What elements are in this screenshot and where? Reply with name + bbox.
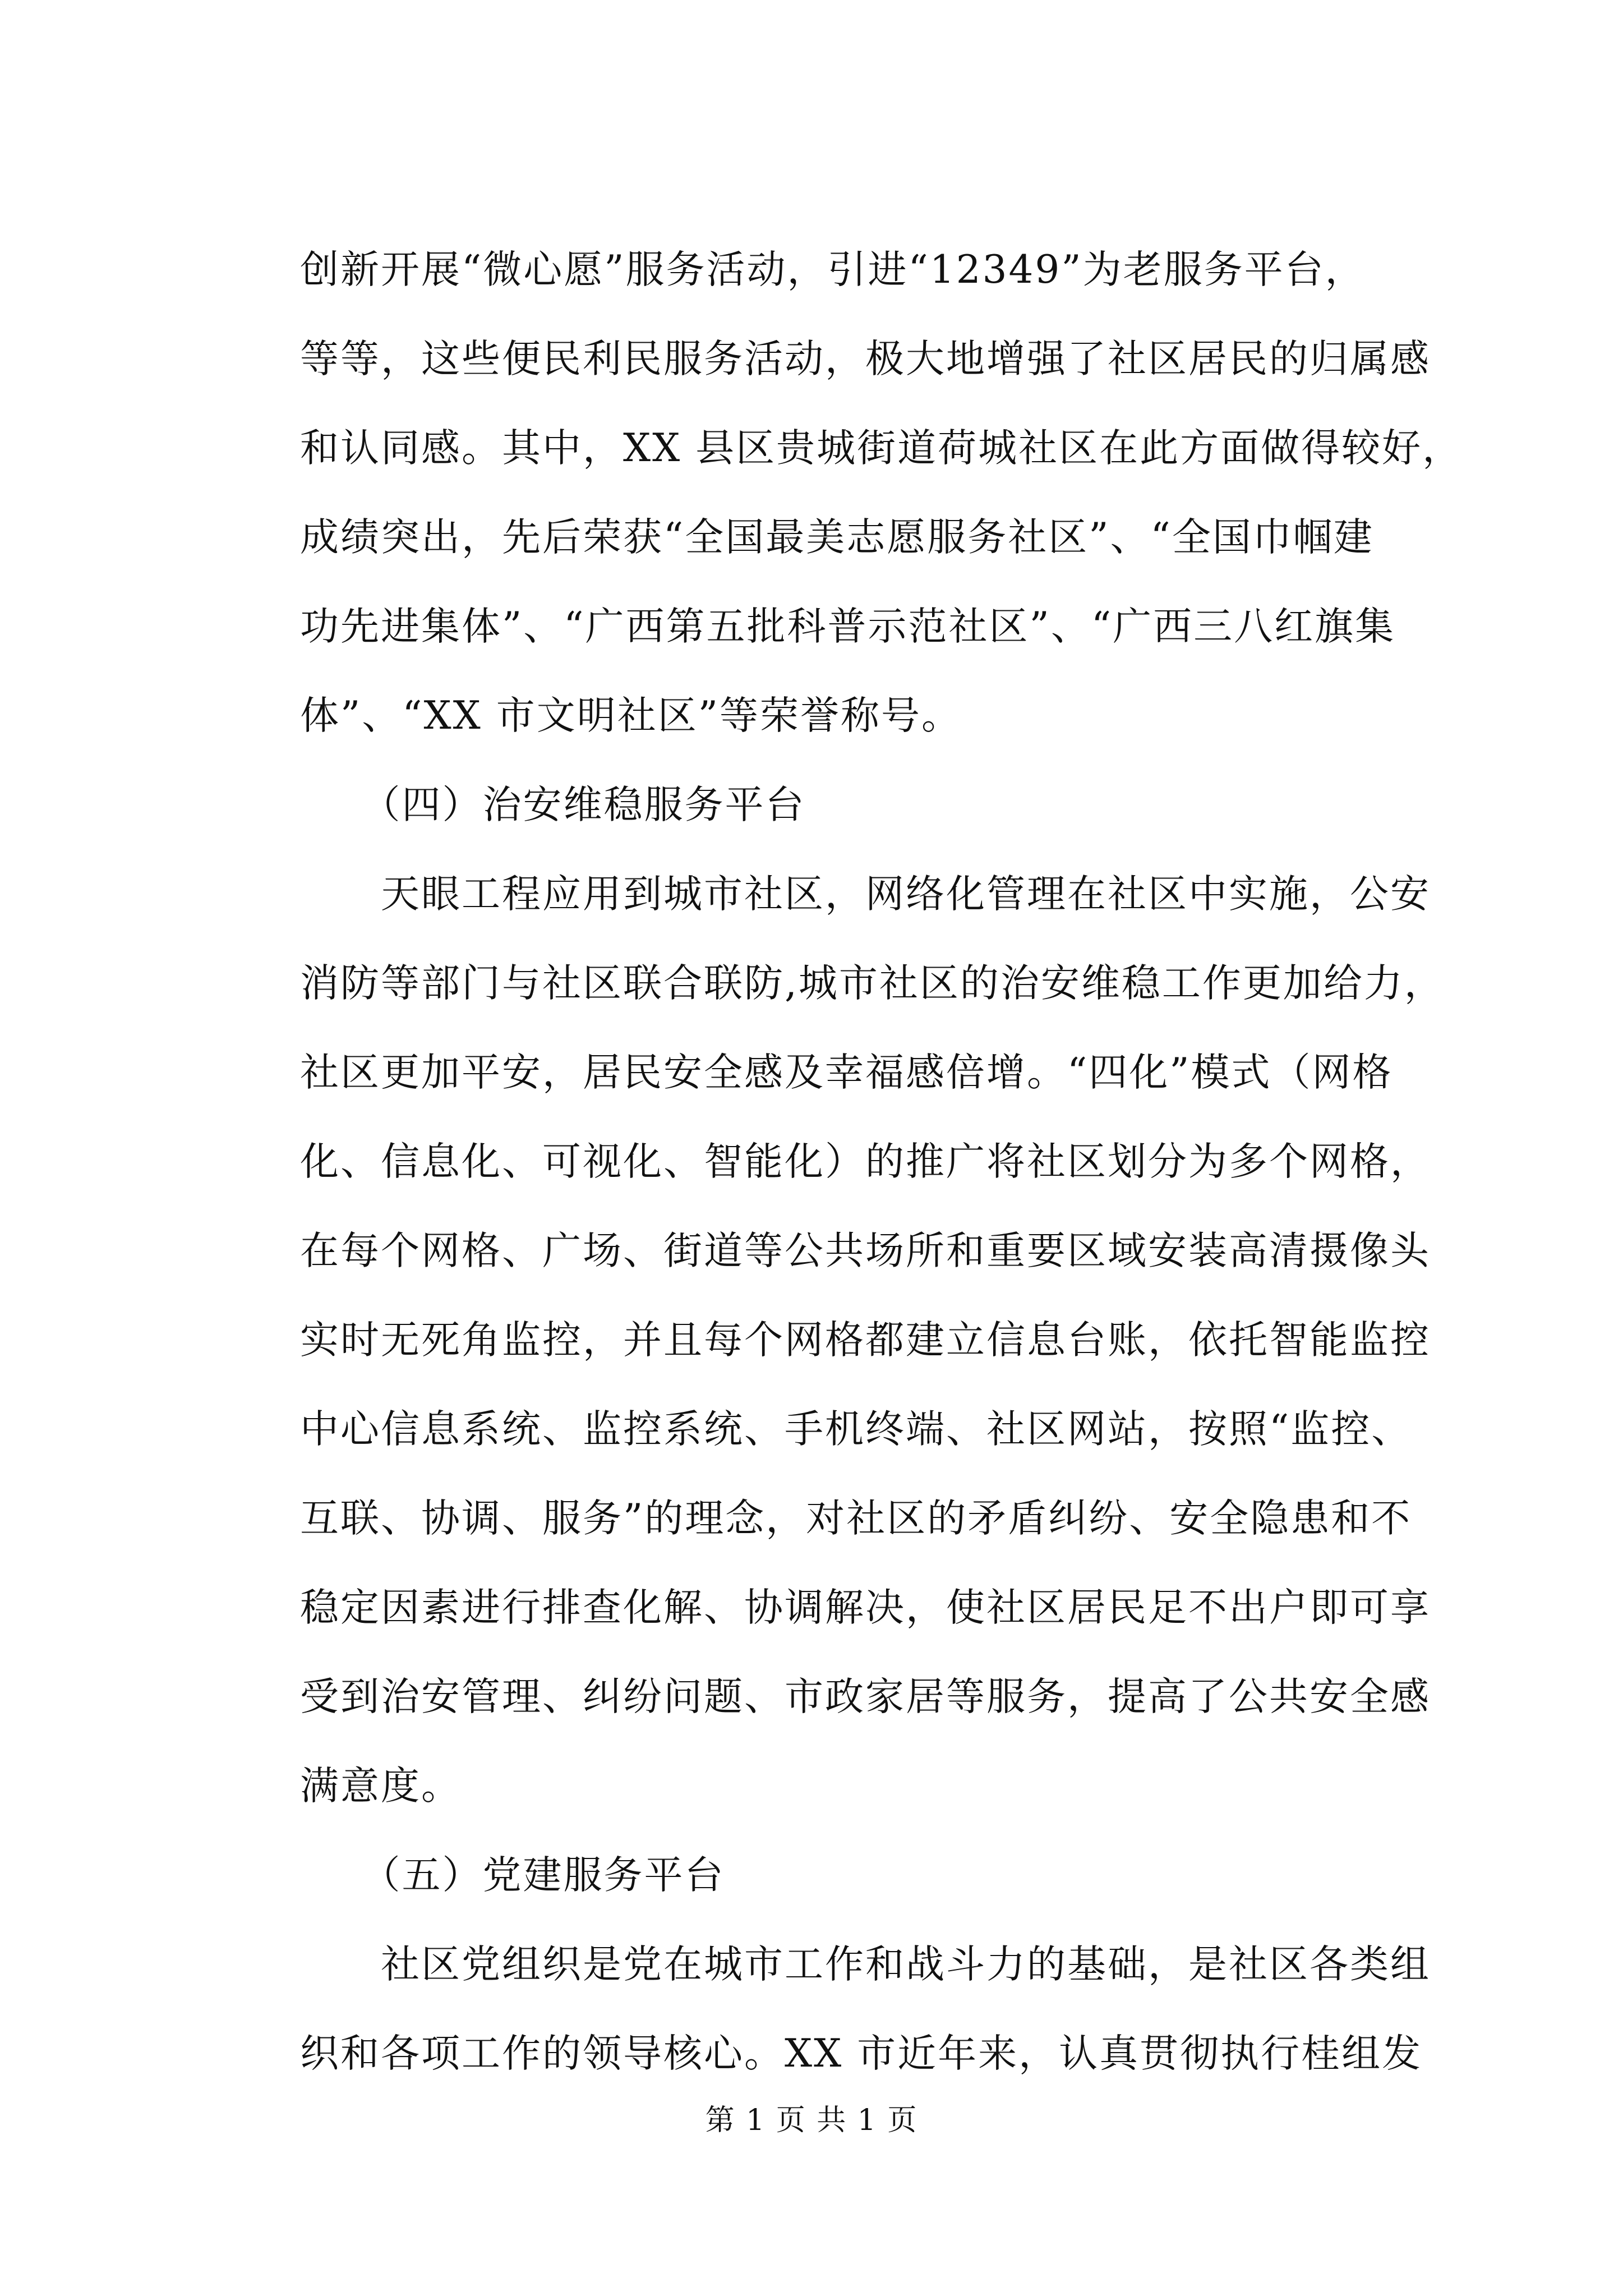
body-text-line: 消防等部门与社区联合联防,城市社区的治安维稳工作更加给力， [300,961,1445,1006]
body-text-line: 社区更加平安，居民安全感及幸福感倍增。“四化”模式（网格 [300,1050,1393,1095]
body-text-line: 体”、“XX 市文明社区”等荣誉称号。 [300,693,962,738]
body-text-line: 稳定因素进行排查化解、协调解决，使社区居民足不出户即可享 [300,1585,1431,1630]
body-text-line: 创新开展“微心愿”服务活动，引进“12349”为老服务平台， [300,247,1366,292]
body-text-line: 实时无死角监控，并且每个网格都建立信息台账，依托智能监控 [300,1318,1431,1363]
section-heading: （五）党建服务平台 [300,1853,725,1898]
body-text-line: 和认同感。其中，XX 县区贵城街道荷城社区在此方面做得较好， [300,426,1463,471]
body-text-line: 功先进集体”、“广西第五批科普示范社区”、“广西三八红旗集 [300,604,1396,649]
body-text-line: 满意度。 [300,1764,462,1809]
body-text-line: 天眼工程应用到城市社区，网络化管理在社区中实施，公安 [300,872,1431,917]
body-text-line: 社区党组织是党在城市工作和战斗力的基础，是社区各类组 [300,1942,1431,1987]
body-text-line: 受到治安管理、纠纷问题、市政家居等服务，提高了公共安全感 [300,1674,1431,1719]
page-footer: 第 1 页 共 1 页 [705,2104,918,2137]
body-text-line: 互联、协调、服务”的理念，对社区的矛盾纠纷、安全隐患和不 [300,1496,1412,1541]
body-text-line: 中心信息系统、监控系统、手机终端、社区网站，按照“监控、 [300,1407,1412,1452]
section-heading: （四）治安维稳服务平台 [300,783,806,827]
body-text-line: 化、信息化、可视化、智能化）的推广将社区划分为多个网格， [300,1139,1431,1184]
body-text-line: 成绩突出，先后荣获“全国最美志愿服务社区”、“全国巾帼建 [300,515,1374,560]
body-text-line: 织和各项工作的领导核心。XX 市近年来，认真贯彻执行桂组发 [300,2031,1423,2076]
body-text-line: 在每个网格、广场、街道等公共场所和重要区域安装高清摄像头 [300,1228,1431,1273]
body-text-line: 等等，这些便民利民服务活动，极大地增强了社区居民的归属感 [300,337,1431,381]
